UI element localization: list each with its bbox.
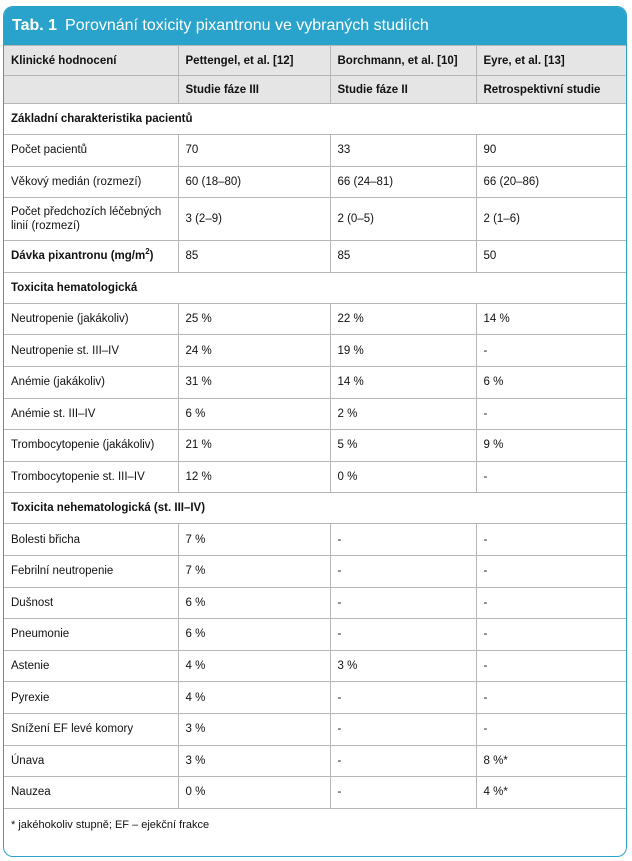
header-cell: Eyre, et al. [13] <box>476 46 626 76</box>
table-row <box>4 335 626 367</box>
cell-value: - <box>476 461 626 493</box>
cell-value: - <box>476 682 626 714</box>
table-row <box>4 430 626 462</box>
cell-value: - <box>476 619 626 651</box>
cell-value: 5 % <box>330 430 476 462</box>
cell-value: 6 % <box>476 366 626 398</box>
cell-value: 3 % <box>178 745 330 777</box>
section-title: Toxicita nehematologická (st. III–IV) <box>4 493 626 524</box>
cell-value: 31 % <box>178 366 330 398</box>
footnote: * jakéhokoliv stupně; EF – ejekční frakce <box>4 808 626 842</box>
cell-value: 14 % <box>476 303 626 335</box>
cell-value: 50 <box>476 241 626 273</box>
cell-value: 4 %* <box>476 777 626 809</box>
row-label: Nauzea <box>4 777 178 809</box>
cell-value: 2 (0–5) <box>330 198 476 241</box>
table-row <box>4 366 626 398</box>
cell-value: - <box>330 555 476 587</box>
cell-value: - <box>476 555 626 587</box>
row-label: Pyrexie <box>4 682 178 714</box>
table-row <box>4 650 626 682</box>
row-label: Únava <box>4 745 178 777</box>
cell-value: 14 % <box>330 366 476 398</box>
cell-value: - <box>476 650 626 682</box>
cell-value: - <box>330 682 476 714</box>
cell-value: 9 % <box>476 430 626 462</box>
table-row <box>4 303 626 335</box>
cell-value: 4 % <box>178 650 330 682</box>
row-label: Pneumonie <box>4 619 178 651</box>
cell-value: - <box>330 619 476 651</box>
cell-value: 85 <box>330 241 476 273</box>
cell-value: 3 (2–9) <box>178 198 330 241</box>
subheader-row <box>4 76 626 104</box>
section-title: Toxicita hematologická <box>4 272 626 303</box>
toxicity-table <box>4 45 626 842</box>
table-row <box>4 682 626 714</box>
table-row <box>4 398 626 430</box>
row-label-end: ) <box>149 250 154 263</box>
table-row <box>4 198 626 241</box>
table-row <box>4 241 626 273</box>
row-label: Anémie (jakákoliv) <box>4 366 178 398</box>
cell-value: 2 (1–6) <box>476 198 626 241</box>
cell-value: 6 % <box>178 398 330 430</box>
table-row <box>4 713 626 745</box>
cell-value: - <box>330 524 476 556</box>
cell-value: 3 % <box>330 650 476 682</box>
cell-value: 0 % <box>178 777 330 809</box>
row-label: Trombocytopenie st. III–IV <box>4 461 178 493</box>
subheader-cell <box>4 76 178 104</box>
cell-value: - <box>330 587 476 619</box>
cell-value: 7 % <box>178 524 330 556</box>
row-label: Počet předchozích léčebných linií (rozmezí) <box>4 198 178 241</box>
row-label: Anémie st. III–IV <box>4 398 178 430</box>
cell-value: 25 % <box>178 303 330 335</box>
row-label-text: Dávka pixantronu (mg/m <box>11 250 146 263</box>
table-title <box>4 7 626 45</box>
table-row <box>4 777 626 809</box>
cell-value: 22 % <box>330 303 476 335</box>
subheader-cell: Retrospektivní studie <box>476 76 626 104</box>
row-label: Dušnost <box>4 587 178 619</box>
header-row <box>4 46 626 76</box>
table-row <box>4 524 626 556</box>
cell-value: 8 %* <box>476 745 626 777</box>
cell-value: - <box>330 777 476 809</box>
row-label: Bolesti břicha <box>4 524 178 556</box>
row-label <box>4 241 178 273</box>
cell-value: 85 <box>178 241 330 273</box>
table-row <box>4 166 626 198</box>
section-row <box>4 272 626 303</box>
superscript: 2 <box>145 247 150 257</box>
cell-value: 24 % <box>178 335 330 367</box>
cell-value: 70 <box>178 135 330 167</box>
cell-value: 3 % <box>178 713 330 745</box>
header-cell: Klinické hodnocení <box>4 46 178 76</box>
table-row <box>4 587 626 619</box>
cell-value: - <box>330 713 476 745</box>
cell-value: - <box>476 713 626 745</box>
table-row <box>4 555 626 587</box>
cell-value: - <box>476 587 626 619</box>
section-row <box>4 104 626 135</box>
row-label: Febrilní neutropenie <box>4 555 178 587</box>
row-label: Trombocytopenie (jakákoliv) <box>4 430 178 462</box>
header-cell: Pettengel, et al. [12] <box>178 46 330 76</box>
subheader-cell: Studie fáze III <box>178 76 330 104</box>
table-caption: Porovnání toxicity pixantronu ve vybraných studiích <box>65 17 429 34</box>
cell-value: - <box>476 524 626 556</box>
cell-value: - <box>476 398 626 430</box>
cell-value: - <box>330 745 476 777</box>
row-label: Neutropenie (jakákoliv) <box>4 303 178 335</box>
cell-value: 2 % <box>330 398 476 430</box>
row-label: Snížení EF levé komory <box>4 713 178 745</box>
cell-value: 66 (24–81) <box>330 166 476 198</box>
table-row <box>4 745 626 777</box>
cell-value: 60 (18–80) <box>178 166 330 198</box>
section-row <box>4 493 626 524</box>
cell-value: 90 <box>476 135 626 167</box>
table-number: Tab. 1 <box>12 17 58 34</box>
subheader-cell: Studie fáze II <box>330 76 476 104</box>
cell-value: 66 (20–86) <box>476 166 626 198</box>
row-label: Počet pacientů <box>4 135 178 167</box>
cell-value: 12 % <box>178 461 330 493</box>
row-label: Věkový medián (rozmezí) <box>4 166 178 198</box>
cell-value: 6 % <box>178 619 330 651</box>
row-label: Neutropenie st. III–IV <box>4 335 178 367</box>
cell-value: 7 % <box>178 555 330 587</box>
header-cell: Borchmann, et al. [10] <box>330 46 476 76</box>
row-label: Astenie <box>4 650 178 682</box>
cell-value: 6 % <box>178 587 330 619</box>
cell-value: 33 <box>330 135 476 167</box>
cell-value: 0 % <box>330 461 476 493</box>
table-row <box>4 619 626 651</box>
section-title: Základní charakteristika pacientů <box>4 104 626 135</box>
cell-value: 4 % <box>178 682 330 714</box>
cell-value: - <box>476 335 626 367</box>
table-row <box>4 461 626 493</box>
footnote-row <box>4 808 626 842</box>
table-row <box>4 135 626 167</box>
table-frame <box>3 6 627 857</box>
cell-value: 19 % <box>330 335 476 367</box>
cell-value: 21 % <box>178 430 330 462</box>
